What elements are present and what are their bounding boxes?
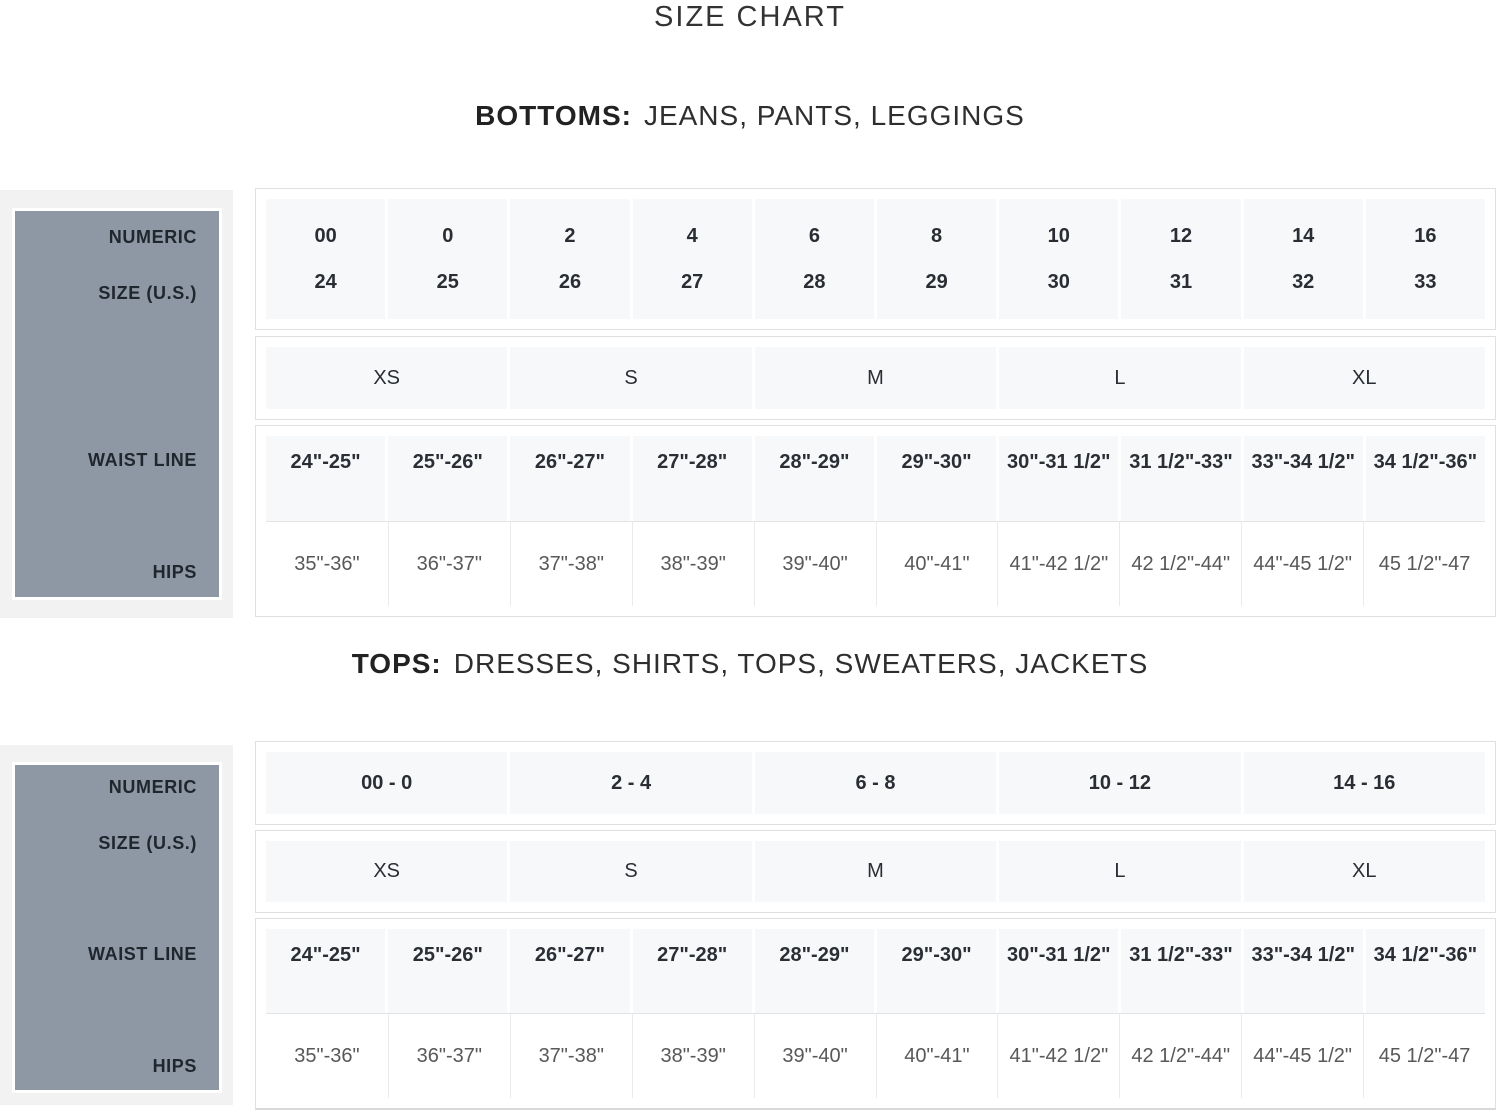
tops-letter-size-cell: M bbox=[755, 841, 996, 902]
bottoms-numeric-size-cell-value: 4 bbox=[686, 224, 698, 247]
tops-letter-size-cell: XL bbox=[1244, 841, 1485, 902]
tops-letter-size-grid bbox=[266, 841, 1485, 902]
bottoms-letter-size-cell: XS bbox=[266, 347, 507, 409]
bottoms-waist-cell: 34 1/2"-36" bbox=[1366, 436, 1485, 521]
tops-row-label-numeric: NUMERIC bbox=[108, 777, 197, 797]
bottoms-sidebar bbox=[0, 190, 233, 618]
tops-letter-size-cell: L bbox=[999, 841, 1240, 902]
bottoms-numeric-size-cell bbox=[633, 199, 752, 319]
tops-row-label-size-us: SIZE (U.S.) bbox=[98, 833, 197, 853]
bottoms-hips-grid bbox=[266, 521, 1485, 607]
bottoms-numeric-size-cell bbox=[510, 199, 629, 319]
bottoms-measurements-rows bbox=[255, 425, 1496, 617]
tops-measurements-rows bbox=[255, 918, 1496, 1110]
bottoms-numeric-size-cell-value: 8 bbox=[931, 224, 943, 247]
bottoms-waist-grid bbox=[266, 436, 1485, 521]
bottoms-numeric-size-cell bbox=[1366, 199, 1485, 319]
tops-hips-cell: 35"-36" bbox=[266, 1014, 388, 1098]
bottoms-waist-cell: 30"-31 1/2" bbox=[999, 436, 1118, 521]
tops-numeric-size-cell: 00 - 0 bbox=[266, 752, 507, 814]
bottoms-letter-size-cell: M bbox=[755, 347, 996, 409]
tops-hips-grid bbox=[266, 1013, 1485, 1098]
tops-waist-cell: 31 1/2"-33" bbox=[1121, 929, 1240, 1013]
bottoms-numeric-size-cell-value: 24 bbox=[314, 270, 337, 293]
page-title: SIZE CHART bbox=[654, 1, 846, 33]
bottoms-hips-cell: 44"-45 1/2" bbox=[1241, 522, 1363, 607]
bottoms-numeric-size-cell-value: 6 bbox=[808, 224, 820, 247]
tops-hips-cell: 44"-45 1/2" bbox=[1241, 1014, 1363, 1098]
tops-numeric-size-row bbox=[255, 741, 1496, 825]
bottoms-letter-size-row bbox=[255, 336, 1496, 420]
tops-letter-size-cell: XS bbox=[266, 841, 507, 902]
bottoms-waist-cell: 25"-26" bbox=[388, 436, 507, 521]
tops-hips-cell: 39"-40" bbox=[754, 1014, 876, 1098]
bottoms-numeric-size-cell bbox=[999, 199, 1118, 319]
tops-row-label-waist: WAIST LINE bbox=[88, 944, 197, 964]
bottoms-numeric-size-cell bbox=[877, 199, 996, 319]
bottoms-letter-size-cell: S bbox=[510, 347, 751, 409]
bottoms-numeric-size-cell-value: 31 bbox=[1169, 270, 1193, 293]
bottoms-hips-cell: 37"-38" bbox=[510, 522, 632, 607]
bottoms-waist-cell: 33"-34 1/2" bbox=[1244, 436, 1363, 521]
bottoms-row-label-numeric: NUMERIC bbox=[108, 227, 197, 247]
bottoms-hips-cell: 45 1/2"-47 bbox=[1363, 522, 1485, 607]
bottoms-numeric-size-cell-value: 2 bbox=[564, 224, 576, 247]
bottoms-row-label-hips: HIPS bbox=[152, 562, 197, 582]
tops-hips-cell: 38"-39" bbox=[632, 1014, 754, 1098]
bottoms-numeric-size-cell-value: 25 bbox=[436, 270, 459, 293]
bottoms-numeric-size-cell-value: 14 bbox=[1292, 224, 1315, 247]
bottoms-numeric-size-cell bbox=[266, 199, 385, 319]
bottoms-numeric-size-grid bbox=[266, 199, 1485, 319]
bottoms-heading-items: JEANS, PANTS, LEGGINGS bbox=[643, 100, 1025, 131]
tops-hips-cell: 40"-41" bbox=[876, 1014, 998, 1098]
bottoms-numeric-size-cell-value: 10 bbox=[1047, 224, 1070, 247]
tops-row-label-hips: HIPS bbox=[152, 1056, 197, 1076]
tops-waist-cell: 33"-34 1/2" bbox=[1244, 929, 1363, 1013]
bottoms-letter-size-cell: L bbox=[999, 347, 1240, 409]
bottoms-numeric-size-cell-value: 26 bbox=[558, 270, 582, 293]
tops-letter-size-cell: S bbox=[510, 841, 751, 902]
tops-heading-items: DRESSES, SHIRTS, TOPS, SWEATERS, JACKETS bbox=[453, 648, 1149, 679]
tops-waist-cell: 30"-31 1/2" bbox=[999, 929, 1118, 1013]
bottoms-hips-cell: 40"-41" bbox=[876, 522, 998, 607]
tops-waist-cell: 28"-29" bbox=[755, 929, 874, 1013]
tops-waist-grid bbox=[266, 929, 1485, 1013]
bottoms-hips-cell: 36"-37" bbox=[388, 522, 510, 607]
tops-waist-cell: 27"-28" bbox=[633, 929, 752, 1013]
tops-hips-cell: 36"-37" bbox=[388, 1014, 510, 1098]
tops-hips-cell: 41"-42 1/2" bbox=[997, 1014, 1119, 1098]
tops-hips-cell: 45 1/2"-47 bbox=[1363, 1014, 1485, 1098]
tops-waist-cell: 26"-27" bbox=[510, 929, 629, 1013]
bottoms-numeric-size-cell bbox=[1244, 199, 1363, 319]
tops-hips-cell: 37"-38" bbox=[510, 1014, 632, 1098]
bottoms-waist-cell: 28"-29" bbox=[755, 436, 874, 521]
bottoms-numeric-size-cell-value: 33 bbox=[1414, 270, 1437, 293]
bottoms-waist-cell: 31 1/2"-33" bbox=[1121, 436, 1240, 521]
bottoms-hips-cell: 41"-42 1/2" bbox=[997, 522, 1119, 607]
tops-sidebar-panel bbox=[12, 762, 222, 1093]
bottoms-row-label-size-us: SIZE (U.S.) bbox=[98, 283, 197, 303]
bottoms-letter-size-grid bbox=[266, 347, 1485, 409]
tops-hips-cell: 42 1/2"-44" bbox=[1119, 1014, 1241, 1098]
bottoms-letter-size-cell: XL bbox=[1244, 347, 1485, 409]
bottoms-numeric-size-row bbox=[255, 188, 1496, 330]
bottoms-row-label-waist: WAIST LINE bbox=[88, 450, 197, 470]
bottoms-numeric-size-cell-value: 16 bbox=[1414, 224, 1437, 247]
bottoms-numeric-size-cell bbox=[388, 199, 507, 319]
bottoms-numeric-size-cell-value: 32 bbox=[1292, 270, 1315, 293]
tops-sidebar bbox=[0, 745, 233, 1105]
bottoms-waist-cell: 27"-28" bbox=[633, 436, 752, 521]
bottoms-numeric-size-cell-value: 00 bbox=[314, 224, 337, 247]
bottoms-numeric-size-cell-value: 12 bbox=[1169, 224, 1193, 247]
tops-waist-cell: 34 1/2"-36" bbox=[1366, 929, 1485, 1013]
tops-numeric-size-grid bbox=[266, 752, 1485, 814]
bottoms-hips-cell: 35"-36" bbox=[266, 522, 388, 607]
bottoms-numeric-size-cell-value: 30 bbox=[1047, 270, 1070, 293]
tops-numeric-size-cell: 2 - 4 bbox=[510, 752, 751, 814]
bottoms-numeric-size-cell-value: 28 bbox=[803, 270, 826, 293]
bottoms-numeric-size-cell-value: 27 bbox=[681, 270, 704, 293]
bottoms-waist-cell: 24"-25" bbox=[266, 436, 385, 521]
tops-waist-cell: 29"-30" bbox=[877, 929, 996, 1013]
bottoms-heading-label: BOTTOMS: bbox=[475, 100, 632, 131]
bottoms-hips-cell: 38"-39" bbox=[632, 522, 754, 607]
tops-waist-cell: 25"-26" bbox=[388, 929, 507, 1013]
bottoms-sidebar-panel bbox=[12, 208, 222, 600]
bottoms-numeric-size-cell bbox=[755, 199, 874, 319]
bottoms-hips-cell: 42 1/2"-44" bbox=[1119, 522, 1241, 607]
bottoms-numeric-size-cell bbox=[1121, 199, 1240, 319]
tops-waist-cell: 24"-25" bbox=[266, 929, 385, 1013]
bottoms-numeric-size-cell-value: 29 bbox=[925, 270, 948, 293]
bottoms-heading bbox=[0, 100, 1500, 132]
tops-heading bbox=[0, 648, 1500, 680]
tops-heading-label: TOPS: bbox=[351, 648, 442, 679]
tops-numeric-size-cell: 14 - 16 bbox=[1244, 752, 1485, 814]
bottoms-waist-cell: 29"-30" bbox=[877, 436, 996, 521]
bottoms-numeric-size-cell-value: 0 bbox=[442, 224, 454, 247]
bottoms-waist-cell: 26"-27" bbox=[510, 436, 629, 521]
tops-numeric-size-cell: 10 - 12 bbox=[999, 752, 1240, 814]
bottoms-hips-cell: 39"-40" bbox=[754, 522, 876, 607]
tops-numeric-size-cell: 6 - 8 bbox=[755, 752, 996, 814]
tops-letter-size-row bbox=[255, 830, 1496, 913]
